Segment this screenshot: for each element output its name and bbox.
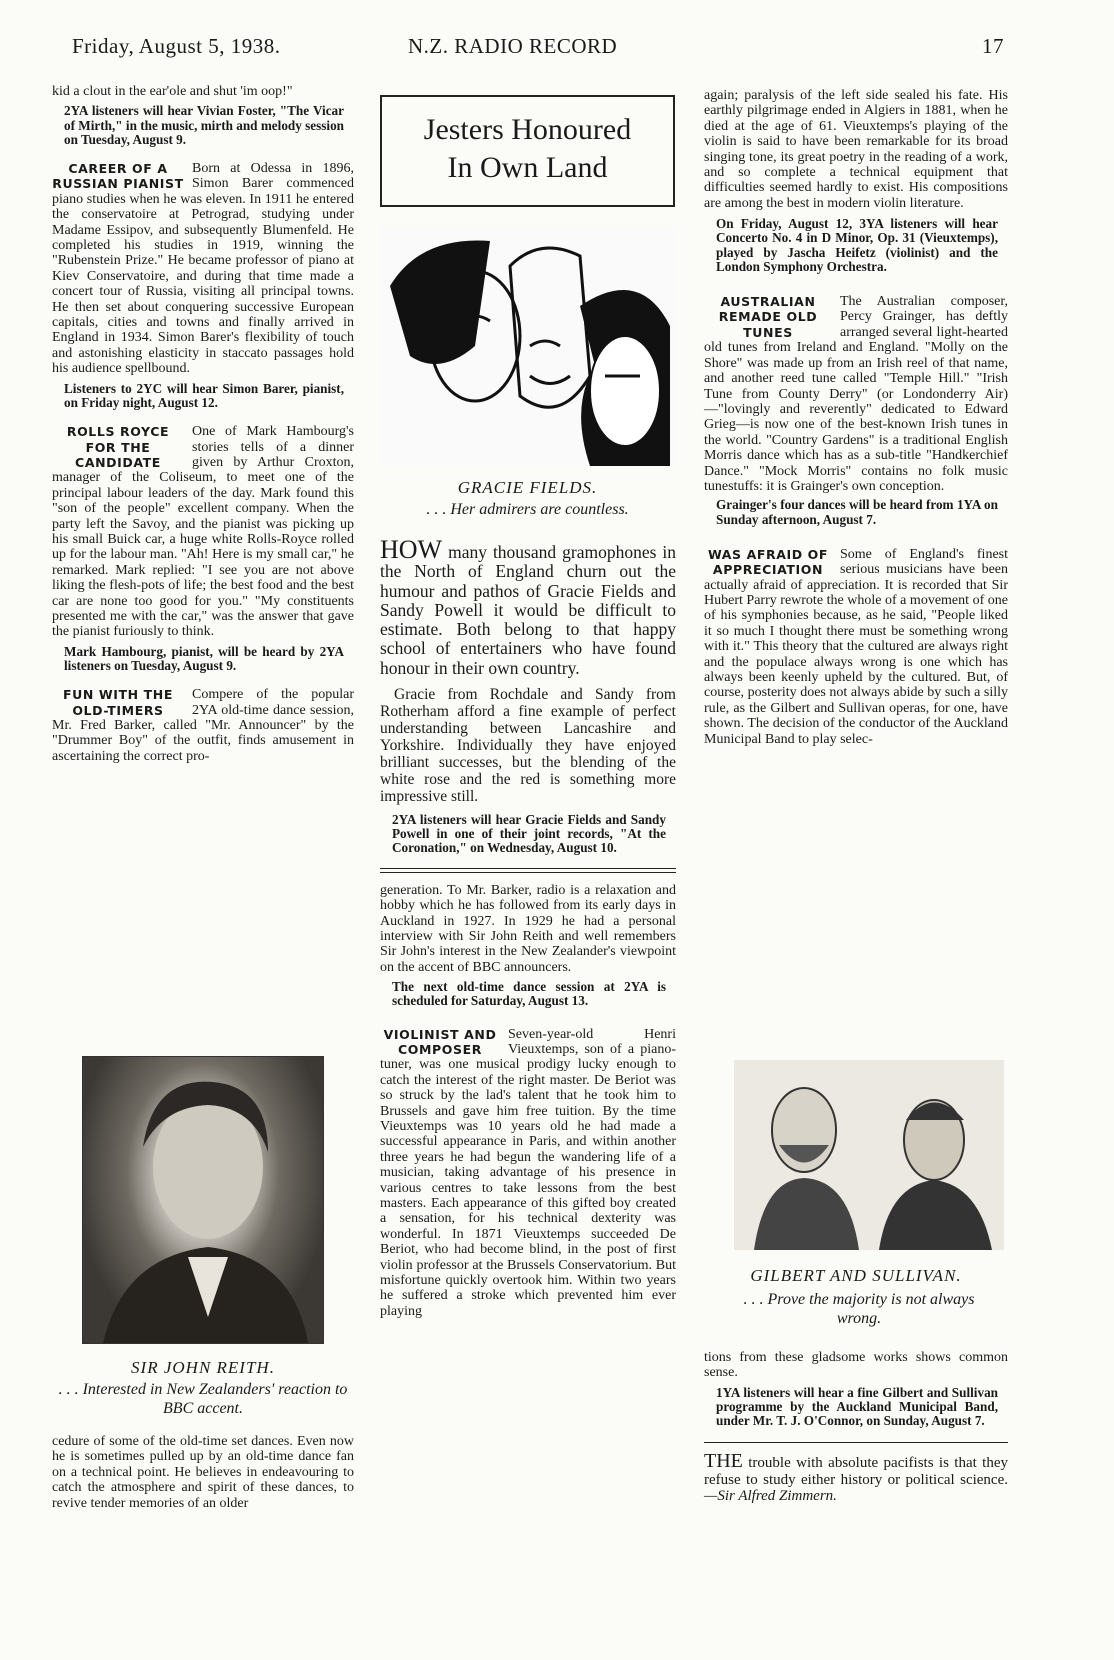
article-text: Some of England's finest serious musicians have been actually afraid of appreciation. It is recorded that Sir Hubert Parry rewrote the whole of a movement of one of his symphonies because, as he said, "People liked it so much I thought there must be something wrong with it." This theory that the cultured are always right and the populace always wrong is one which has always been keenly upheld by the cultured. But, of course, posterity does not always abide by such a silly rule, as the Gilbert and Sullivan operas, for one, have shown. The decision of the conductor of the Auckland Municipal Band to play selec- bbox=[704, 546, 1008, 747]
article-violinist bbox=[380, 1027, 676, 1320]
paragraph-2: Gracie from Rochdale and Sandy from Rotherham afford a fine example of perfect understanding between Lancashire and Yorkshire. Individually they have enjoyed brilliant successes, but the blending of the white rose and the red is something more impressive still. bbox=[380, 686, 676, 806]
article-title: Jesters Honoured In Own Land bbox=[423, 113, 632, 184]
caricature-faces-icon bbox=[380, 226, 675, 466]
page-number: 17 bbox=[982, 34, 1004, 58]
issue-date: Friday, August 5, 1938. bbox=[72, 34, 281, 58]
portrait-photo bbox=[82, 1056, 324, 1344]
article-old-timers bbox=[52, 687, 354, 764]
column-3 bbox=[704, 88, 1008, 747]
gilbert-sullivan-sketches bbox=[734, 1060, 1004, 1250]
article-heading: FUN WITH THE OLD-TIMERS bbox=[62, 687, 173, 718]
lead-initial: HOW bbox=[380, 535, 443, 564]
divider bbox=[704, 1442, 1008, 1443]
quote-author: —Sir Alfred Zimmern. bbox=[704, 1488, 837, 1505]
portrait-figure-icon bbox=[83, 1057, 323, 1343]
article-text: Compere of the popular 2YA old-time dance session, Mr. Fred Barker, called "Mr. Announcer" by the "Drummer Boy" of the outfit, finds amusement in ascertaining the correct pro- bbox=[52, 687, 354, 764]
article-heading: CAREER OF A RUSSIAN PIANIST bbox=[52, 161, 184, 192]
article-old-tunes bbox=[704, 294, 1008, 527]
band-note: 1YA listeners will hear a fine Gilbert and Sullivan programme by the Auckland Municipal Band, under Mr. T. J. O'Connor, on Sunday, August 7. bbox=[716, 1384, 998, 1429]
publication-title: N.Z. RADIO RECORD bbox=[408, 34, 618, 58]
vieuxtemps-continued: again; paralysis of the left side sealed his fate. His earthly pilgrimage ended in Algiers in 1881, when he died at the age of 61. Vieuxtemps's playing of the violin is said to have been remarkable for its broad singing tone, its great poetry in the reading of a work, and so complete a technical equipment that difficulties seemed hardly to exist. His compositions are among the best in modern violin literature. bbox=[704, 88, 1008, 211]
article-pianist bbox=[52, 161, 354, 410]
gracie-note: 2YA listeners will hear Gracie Fields and Sandy Powell in one of their joint records, "At the Coronation," on Wednesday, August 10. bbox=[392, 812, 666, 856]
hambourg-note: Mark Hambourg, pianist, will be heard by 2YA listeners on Tuesday, August 9. bbox=[64, 643, 344, 673]
pianist-note: Listeners to 2YC will hear Simon Barer, pianist, on Friday night, August 12. bbox=[64, 380, 344, 410]
article-heading: WAS AFRAID OF APPRECIATION bbox=[707, 546, 829, 578]
image-subcaption: . . . Prove the majority is not always wrong. bbox=[743, 1291, 975, 1327]
column-1 bbox=[52, 84, 354, 764]
article-title-box bbox=[380, 95, 675, 207]
barker-text: generation. To Mr. Barker, radio is a relaxation and hobby which he has followed from its early days in Auckland in 1927. In 1929 he had a personal interview with Sir John Reith and well remembers Sir John's interest in the New Zealander's viewpoint on the accent of BBC announcers. bbox=[380, 882, 676, 975]
concerto-note: On Friday, August 12, 3YA listeners will hear Concerto No. 4 in D Minor, Op. 31 (Vieuxtemps), played by Jascha Heifetz (violinist) and the London Symphony Orchestra. bbox=[716, 216, 998, 274]
column-3-bottom bbox=[704, 1350, 1008, 1505]
illustration-caption: GRACIE FIELDS. bbox=[457, 478, 598, 497]
vicar-note: 2YA listeners will hear Vivian Foster, "The Vicar of Mirth," in the music, mirth and melody session on Tuesday, August 9. bbox=[64, 103, 344, 147]
article-appreciation bbox=[704, 547, 1008, 747]
lead-paragraph bbox=[380, 535, 676, 678]
photo-caption: SIR JOHN REITH. bbox=[131, 1358, 275, 1377]
divider bbox=[380, 872, 676, 873]
divider bbox=[380, 868, 676, 869]
quote-text: trouble with absolute pacifists is that they refuse to study either history or political science. bbox=[704, 1455, 1008, 1488]
gracie-fields-illustration bbox=[380, 226, 675, 466]
article-heading: VIOLINIST AND COMPOSER bbox=[383, 1026, 497, 1057]
photo-subcaption: . . . Interested in New Zealanders' reaction to BBC accent. bbox=[58, 1381, 348, 1417]
column-2 bbox=[380, 535, 676, 1319]
pacifist-quote bbox=[704, 1450, 1008, 1505]
quote-initial: THE bbox=[704, 1450, 743, 1473]
grainger-note: Grainger's four dances will be heard from 1YA on Sunday afternoon, August 7. bbox=[716, 497, 998, 527]
article-heading: ROLLS ROYCE FOR THE CANDIDATE bbox=[66, 424, 170, 470]
dance-note: The next old-time dance session at 2YA is scheduled for Saturday, August 13. bbox=[392, 979, 666, 1009]
illustration-subcaption: . . . Her admirers are countless. bbox=[426, 501, 629, 518]
intro-text: kid a clout in the ear'ole and shut 'im oop!" bbox=[52, 84, 293, 99]
portrait-sketches-icon bbox=[734, 1060, 1004, 1250]
article-text: Born at Odessa in 1896, Simon Barer commenced piano studies when he was eleven. In 1911 he entered the conservatoire at Petrograd, studying under Madame Essipov, and subsequently Blumenfeld. He completed his studies in 1919, winning the "Rubenstein Prize." He became professor of piano at Kiev Conservatoire, and during that time made a concert tour of Russia, visiting all principal towns. He then set about conquering successive European capitals, cities and towns and finally arrived in England in 1934. Simon Barer's flexibility of touch and astonishing elasticity in staccato passages hold his audience spellbound. bbox=[52, 161, 354, 377]
article-text: One of Mark Hambourg's stories tells of a dinner given by Arthur Croxton, manager of the Coliseum, to meet one of the principal labour leaders of the day. Mark found this "son of the people" excellent company. When the party left the Savoy, and the pianist was picking up his small Buick car, a huge white Rolls-Royce rolled up for the labour man. "Ah! Here is my small car," he remarked. Mark replied: "I see you are not above liking the flesh-pots of life; the best food and the best car are none too good for you." "My constituents presented me with the car," was the answer that gave the pianist furiously to think. bbox=[52, 424, 354, 640]
lead-text: many thousand gramophones in the North of England churn out the humour and pathos of Gracie Fields and Sandy Powell it would be difficult to estimate. Both belong to that happy school of entertainers who have found honour in their own country. bbox=[380, 542, 676, 678]
old-timers-continued: cedure of some of the old-time set dances. Even now he is sometimes pulled up by an old-time dance fan on a technical point. He believes in endeavouring to catch the atmosphere and spirit of these dances, to revive tender memories of an older bbox=[52, 1434, 354, 1511]
article-text: The Australian composer, Percy Grainger, has deftly arranged several light-hearted old tunes from Ireland and England. "Molly on the Shore" was made up from an Irish reel of that name, and another reed tune called "Temple Hill." "Irish Tune from County Derry" (or Londonderry Air)—"lovingly and reverently" dedicated to Edward Grieg—is now one of the best-known Irish tunes in the world. "Country Gardens" is a traditional English Morris dance which has as a sub-title "Handkerchief Dance." "Mock Morris" contains no folk music tunestuffs: it is Grainger's own conception. bbox=[704, 294, 1008, 494]
article-heading: AUSTRALIAN REMADE OLD TUNES bbox=[718, 294, 818, 340]
article-rolls-royce bbox=[52, 424, 354, 673]
image-caption: GILBERT AND SULLIVAN. bbox=[750, 1266, 962, 1285]
article-text: Seven-year-old Henri Vieuxtemps, son of a piano-tuner, was one musical prodigy lucky enough to catch the interest of the right master. De Beriot was so struck by the lad's talent that he took him to Brussels and gave him free tuition. By the time Vieuxtemps was 10 years old he had made a successful appearance in Paris, and within another three years he had begun the wandering life of a musician, taking advantage of his presence in various centres to take lessons from the best masters. Each appearance of this gifted boy created a sensation, for his technical dexterity was wonderful. In 1871 Vieuxtemps succeeded De Beriot, who had become blind, in the post of first violin professor at the Brussels Conservatorium. But misfortune quickly overtook him. Within two years he suffered a stroke which prevented him ever playing bbox=[380, 1026, 676, 1319]
selections-continued: tions from these gladsome works shows common sense. bbox=[704, 1350, 1008, 1381]
